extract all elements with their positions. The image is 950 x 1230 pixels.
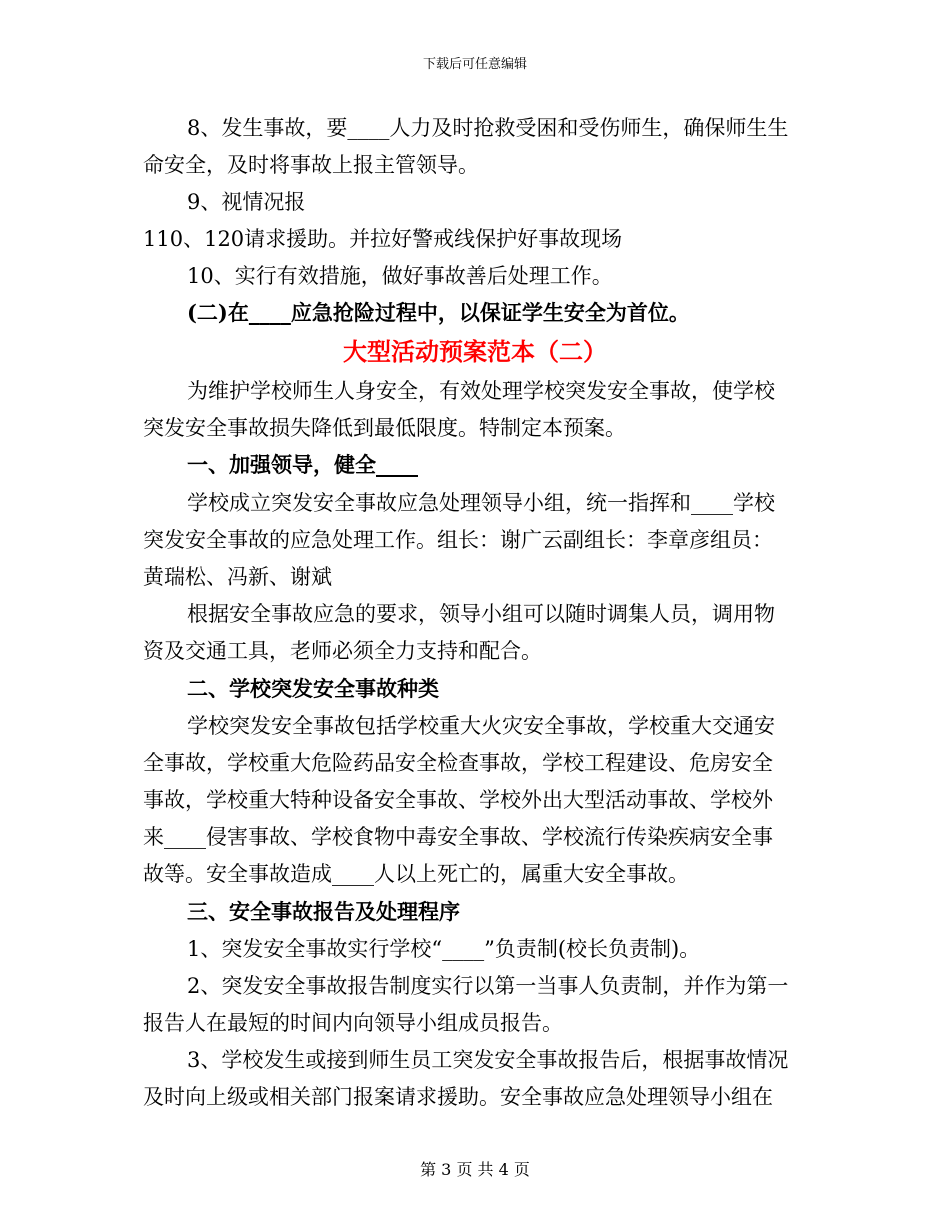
section-title: 大型活动预案范本（二） — [343, 337, 607, 366]
line: (二)在____应急抢险过程中，以保证学生安全为首位。 — [187, 300, 690, 325]
line: 来____侵害事故、学校食物中毒安全事故、学校流行传染疾病安全事 — [143, 825, 773, 849]
line: 突发安全事故损失降低到最低限度。特制定本预案。 — [143, 416, 626, 440]
line: 报告人在最短的时间内向领导小组成员报告。 — [143, 1011, 563, 1035]
line: 3、学校发生或接到师生员工突发安全事故报告后，根据事故情况 — [187, 1048, 789, 1072]
line: 突发安全事故的应急处理工作。组长：谢广云副组长：李章彦组员： — [143, 528, 773, 552]
line: 及时向上级或相关部门报案请求援助。安全事故应急处理领导小组在 — [143, 1085, 773, 1109]
line: 事故，学校重大特种设备安全事故、学校外出大型活动事故、学校外 — [143, 788, 773, 812]
line: 为维护学校师生人身安全，有效处理学校突发安全事故，使学校 — [187, 379, 775, 403]
line: 学校突发安全事故包括学校重大火灾安全事故，学校重大交通安 — [187, 714, 775, 738]
line: 9、视情况报 — [187, 190, 306, 214]
line: 1、突发安全事故实行学校“____”负责制(校长负责制)。 — [187, 937, 701, 961]
heading: 一、加强领导，健全____ — [187, 452, 418, 477]
line: 学校成立突发安全事故应急处理领导小组，统一指挥和____学校 — [187, 491, 775, 515]
line: 全事故，学校重大危险药品安全检查事故，学校工程建设、危房安全 — [143, 751, 773, 775]
heading: 三、安全事故报告及处理程序 — [187, 899, 460, 924]
line: 根据安全事故应急的要求，领导小组可以随时调集人员，调用物 — [187, 602, 775, 626]
page-header: 下载后可任意编辑 — [422, 57, 527, 72]
line: 8、发生事故，要____人力及时抢救受困和受伤师生，确保师生生 — [187, 116, 789, 140]
line: 10、实行有效措施，做好事故善后处理工作。 — [187, 264, 613, 288]
page-footer: 第 3 页 共 4 页 — [420, 1160, 530, 1179]
line: 故等。安全事故造成____人以上死亡的，属重大安全事故。 — [143, 862, 689, 886]
heading: 二、学校突发安全事故种类 — [187, 676, 439, 701]
line: 黄瑞松、冯新、谢斌 — [143, 565, 332, 589]
line: 2、突发安全事故报告制度实行以第一当事人负责制，并作为第一 — [187, 974, 789, 998]
line: 命安全，及时将事故上报主管领导。 — [143, 153, 479, 177]
line: 资及交通工具，老师必须全力支持和配合。 — [143, 639, 542, 663]
line: 110、120请求援助。并拉好警戒线保护好事故现场 — [143, 227, 623, 251]
